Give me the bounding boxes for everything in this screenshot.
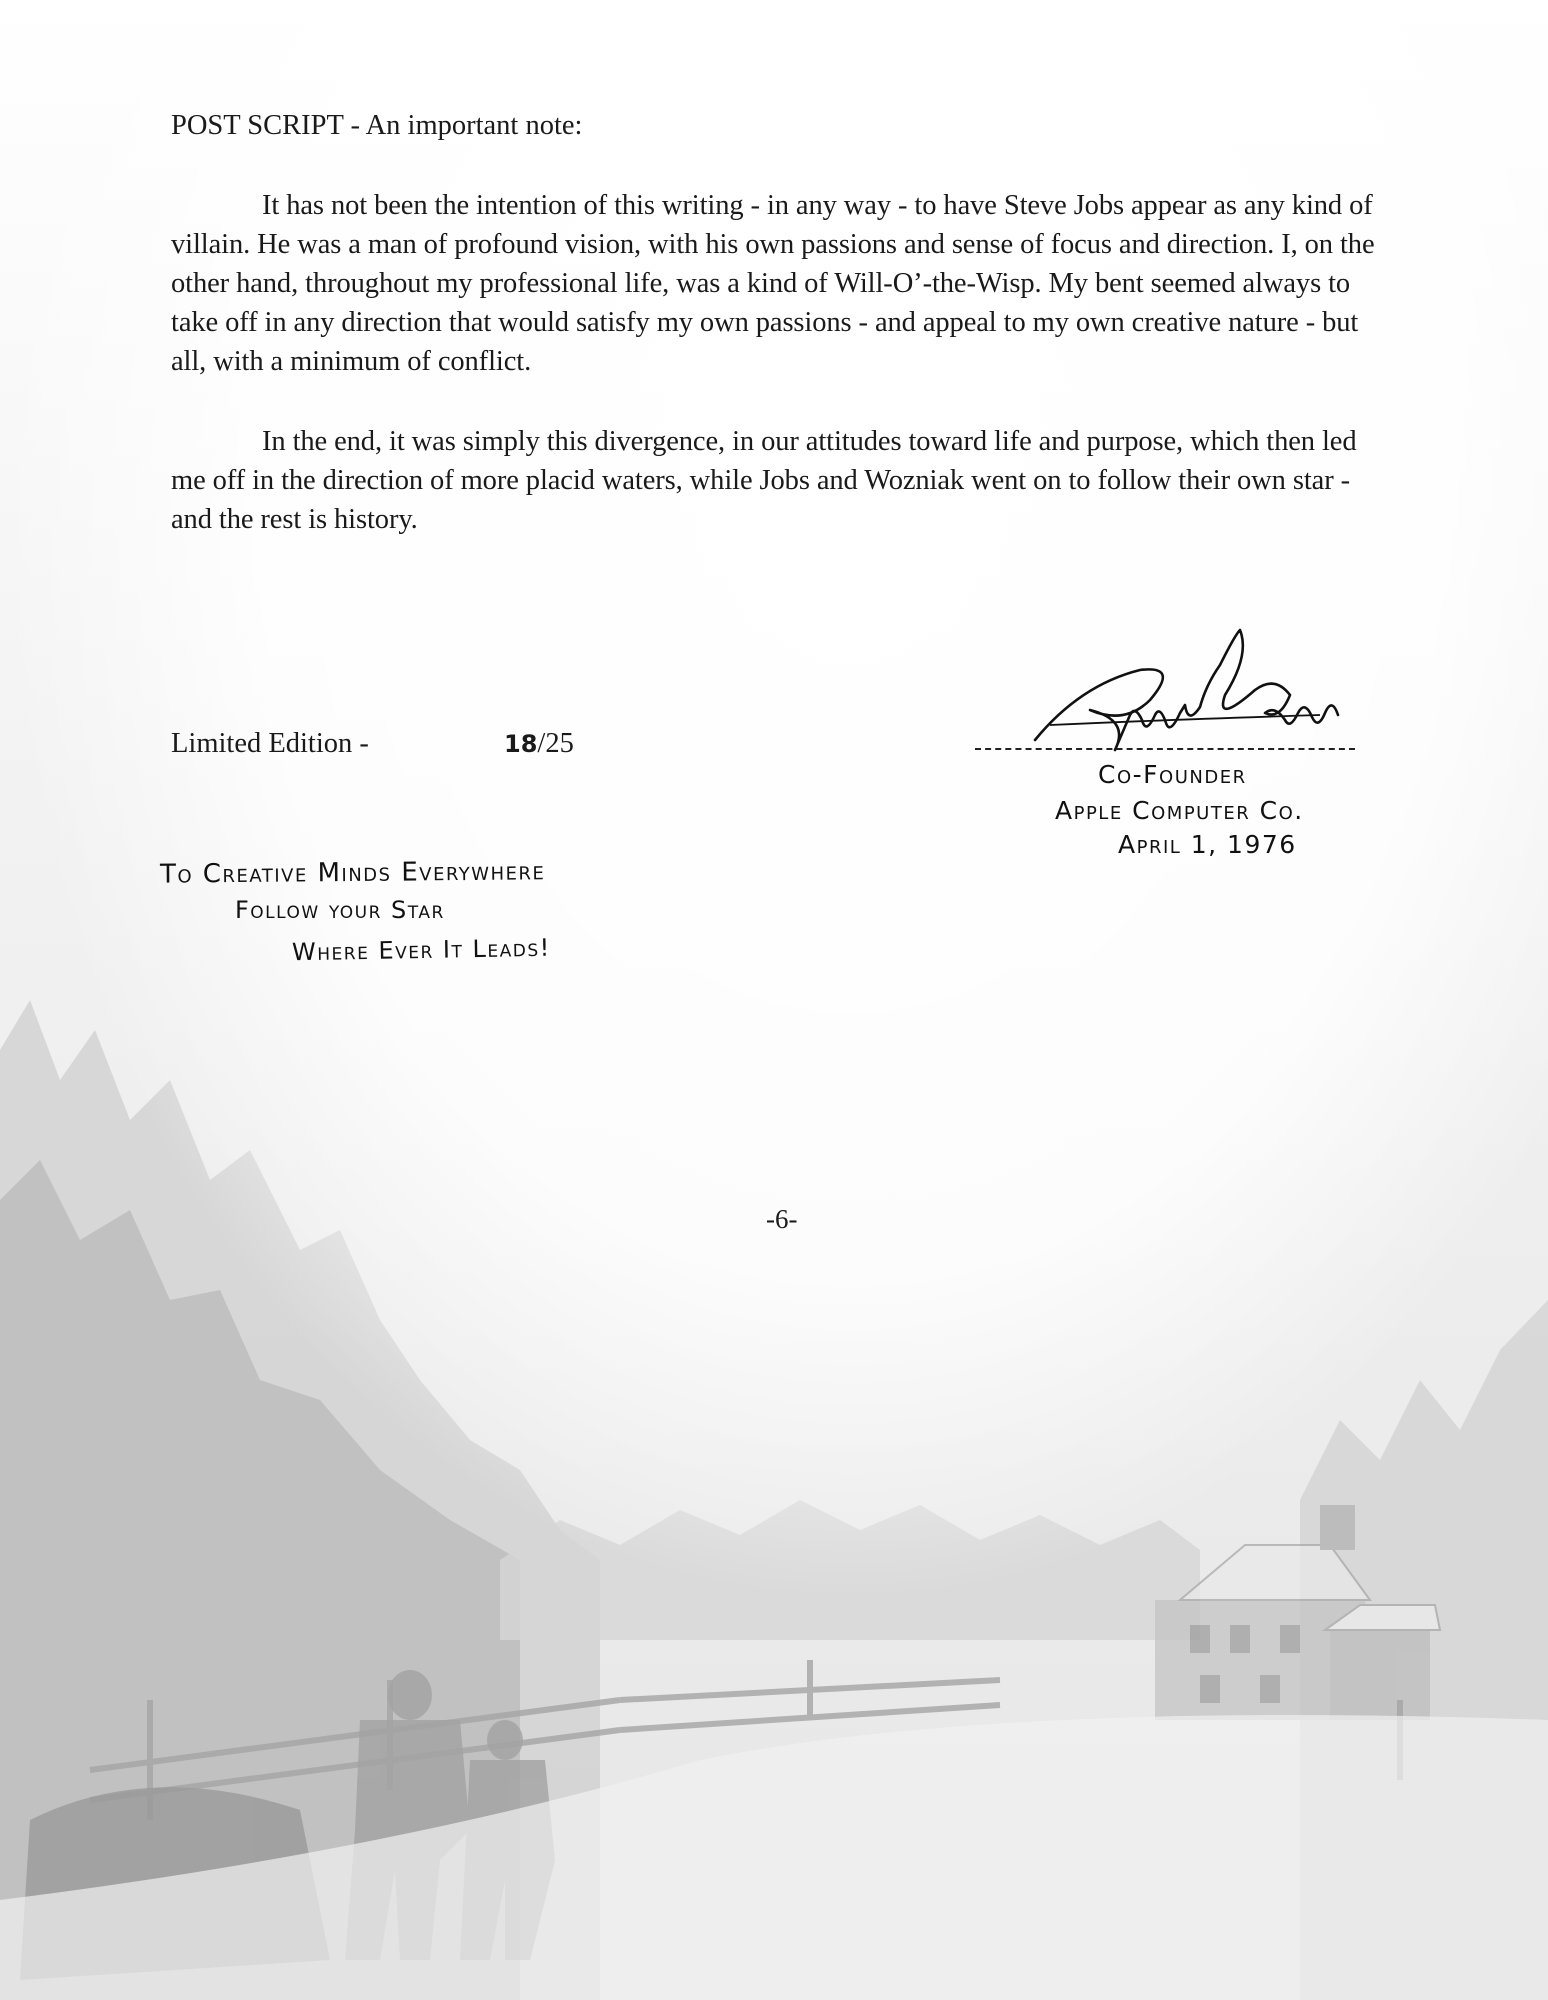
- postscript-heading: POST SCRIPT - An important note:: [171, 110, 583, 141]
- paragraph-2: In the end, it was simply this divergence, in our attitudes toward life and purpose, which then led me off in the direction of more placid waters, while Jobs and Wozniak went on to follow their own star - and the rest is history.: [171, 426, 1357, 535]
- paragraph-1: It has not been the intention of this writing - in any way - to have Steve Jobs appear as any kind of villain. He was a man of profound vision, with his own passions and sense of focus and direction. I, on the other hand, throughout my professional life, was a kind of Will-O’-the-Wisp. My bent seemed always to take off in any direction that would satisfy my own passions - and appeal to my own creative nature - but all, with a minimum of conflict.: [171, 190, 1375, 377]
- title-line-2: Apple Computer Co.: [1055, 796, 1304, 825]
- page-number: -6-: [766, 1204, 798, 1234]
- signature-line: [975, 748, 1355, 750]
- handwritten-note-line-2: Follow your Star: [235, 896, 445, 924]
- limited-edition-line: [171, 728, 574, 760]
- title-line-3: April 1, 1976: [1118, 830, 1297, 859]
- handwritten-note-line-3: Where Ever It Leads!: [291, 933, 551, 967]
- title-line-1: Co-Founder: [1098, 760, 1247, 789]
- edition-total: /25: [537, 728, 574, 759]
- edition-label: Limited Edition -: [171, 728, 369, 759]
- handwritten-note-line-1: To Creative Minds Everywhere: [159, 856, 546, 890]
- edition-number-group: [504, 728, 574, 760]
- signature-graphic: [1020, 625, 1350, 755]
- edition-number: 18: [504, 730, 538, 758]
